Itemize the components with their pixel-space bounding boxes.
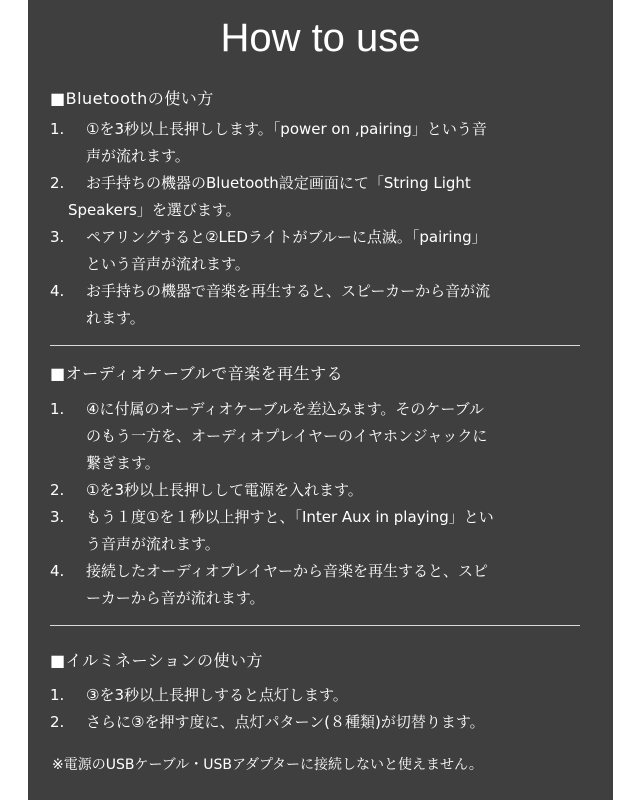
step-text-line: れます。 [86,309,145,327]
step-text-line: Speakers」を選びます。 [68,201,241,219]
section-heading-audio-cable: ■オーディオケーブルで音楽を再生する [50,364,344,383]
step-number: 4. [50,562,65,580]
step-text-line: もう１度①を１秒以上押すと、「Inter Aux in playing」とい [86,508,494,526]
step-number: 3. [50,228,65,246]
step-text-line: さらに③を押す度に、点灯パターン(８種類)が切替ります。 [86,713,485,731]
list-item [50,682,590,709]
list-item [50,709,590,736]
list-item [50,170,590,224]
list-item [50,278,590,332]
list-item [50,558,590,612]
step-text-line: 声が流れます。 [86,147,190,165]
list-item [50,224,590,278]
section-heading-bluetooth: ■Bluetoothの使い方 [50,89,214,108]
step-text-line: う音声が流れます。 [86,535,220,553]
step-text-line: 繋ぎます。 [86,454,160,472]
step-text-line: お手持ちの機器で音楽を再生すると、スピーカーから音が流 [86,282,491,300]
step-number: 1. [50,400,65,418]
illumination-steps-list [50,682,590,736]
bluetooth-steps-list [50,116,590,332]
step-number: 3. [50,508,65,526]
section-divider [50,345,580,346]
instructions-panel [28,0,613,800]
step-number: 4. [50,282,65,300]
page-title: How to use [220,16,421,60]
step-text-line: 接続したオーディオプレイヤーから音楽を再生すると、スピ [86,562,489,580]
list-item [50,396,590,477]
step-number: 2. [50,174,65,192]
step-text-line: ①を3秒以上長押しします。「power on ,pairing」という音 [86,120,487,138]
list-item [50,504,590,558]
section-heading-illumination: ■イルミネーションの使い方 [50,651,263,670]
step-text-line: という音声が流れます。 [86,255,250,273]
step-text-line: ペアリングすると②LEDライトがブルーに点滅。「pairing」 [86,228,487,246]
step-text-line: お手持ちの機器のBluetooth設定画面にて「String Light [86,174,471,192]
step-text-line: ③を3秒以上長押しすると点灯します。 [86,686,348,704]
step-text-line: ①を3秒以上長押しして電源を入れます。 [86,481,363,499]
step-number: 1. [50,120,65,138]
step-text-line: ーカーから音が流れます。 [86,589,265,607]
usb-power-note: ※電源のUSBケーブル・USBアダプターに接続しないと使えません。 [52,757,483,773]
step-number: 2. [50,713,65,731]
audio-cable-steps-list [50,396,590,612]
step-number: 1. [50,686,65,704]
list-item [50,116,590,170]
section-divider [50,625,580,626]
step-number: 2. [50,481,65,499]
step-text-line: ④に付属のオーディオケーブルを差込みます。そのケーブル [86,400,485,418]
list-item [50,477,590,504]
step-text-line: のもう一方を、オーディオプレイヤーのイヤホンジャックに [86,427,488,445]
